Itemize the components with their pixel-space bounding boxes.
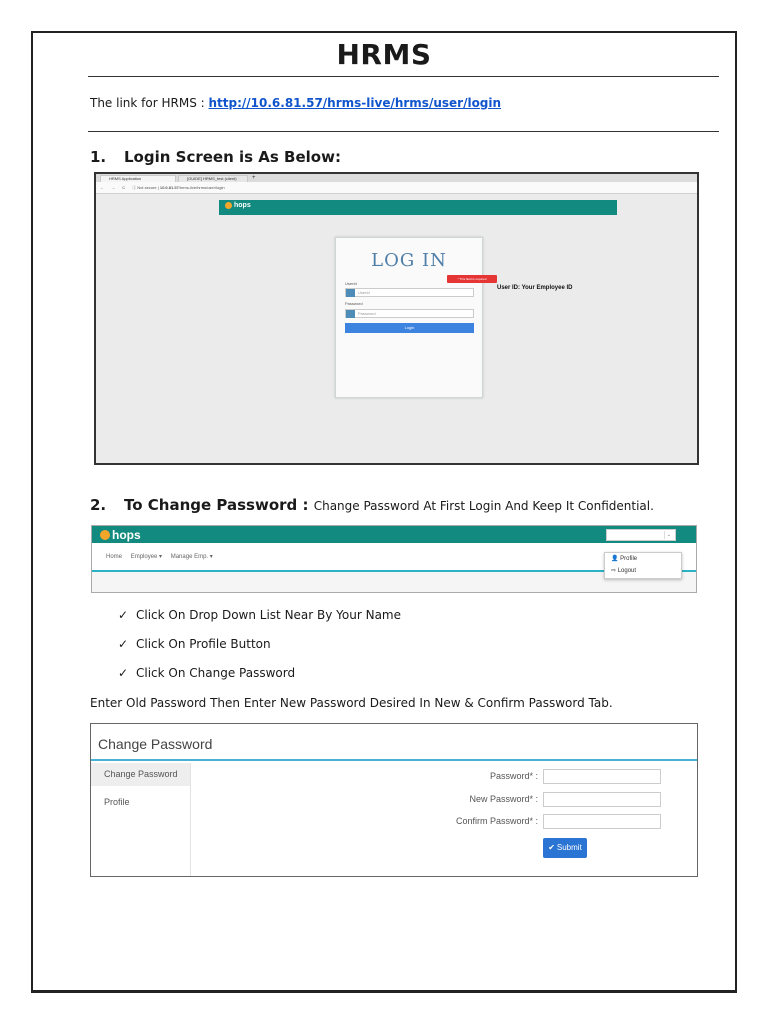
- login-panel: [335, 237, 483, 398]
- app-header-bar: [92, 526, 696, 543]
- new-password-row: [411, 792, 661, 807]
- new-password-label: New Password* :: [469, 794, 538, 804]
- brand-name: hops: [112, 528, 141, 542]
- userid-note: User ID: Your Employee ID: [497, 285, 573, 291]
- steps-list: [118, 601, 401, 688]
- dropdown-logout[interactable]: ⇨ Logout: [611, 568, 637, 574]
- login-title: LOG IN: [371, 250, 447, 271]
- user-icon: [346, 289, 355, 297]
- step-item: [118, 659, 401, 688]
- browser-tab-hrms[interactable]: HRMS Application: [100, 175, 176, 182]
- confirm-password-input[interactable]: [543, 814, 661, 829]
- user-dropdown-menu: [604, 552, 682, 579]
- title-divider: [88, 76, 719, 77]
- checkmark-icon: ✓: [118, 666, 129, 680]
- section-2-title: To Change Password :: [124, 496, 309, 514]
- link-divider: [88, 131, 719, 132]
- confirm-password-row: [411, 814, 661, 829]
- userid-label: UserId: [345, 281, 357, 286]
- address-path: /hrms-live/hrms/user/login: [178, 185, 225, 190]
- hrms-link-line: [90, 96, 501, 110]
- login-screenshot: [94, 172, 699, 465]
- login-button[interactable]: Login: [345, 323, 474, 333]
- step-text: Click On Profile Button: [136, 637, 271, 651]
- step-text: Click On Drop Down List Near By Your Name: [136, 608, 402, 622]
- logo-dot-icon: [100, 530, 110, 540]
- submit-label: Submit: [556, 843, 582, 852]
- new-password-input[interactable]: [543, 792, 661, 807]
- step-item: [118, 601, 401, 630]
- chevron-down-icon[interactable]: ⌄: [664, 531, 673, 539]
- section-1-number: 1.: [90, 148, 107, 166]
- address-host: 10.6.81.57: [159, 185, 179, 190]
- document-title: HRMS: [336, 38, 432, 71]
- not-secure-indicator: ⓘ Not secure |: [132, 185, 159, 190]
- browser-tab-guide[interactable]: [GUIDE] HRMS_test (client): [178, 175, 248, 182]
- password-placeholder: Password: [358, 311, 376, 316]
- browser-tab-strip: [96, 174, 697, 182]
- hrms-login-link[interactable]: http://10.6.81.57/hrms-live/hrms/user/login: [208, 96, 502, 110]
- section-2-subtitle: Change Password At First Login And Keep It Confidential.: [313, 499, 654, 513]
- brand-name: hops: [234, 202, 251, 209]
- change-password-screenshot: [90, 723, 698, 877]
- password-label: Password: [345, 301, 363, 306]
- link-prefix: The link for HRMS :: [90, 96, 209, 110]
- section-1-heading: [90, 148, 341, 166]
- menu-employee[interactable]: Employee ▾: [130, 554, 163, 560]
- sidebar-item-profile[interactable]: Profile: [104, 797, 130, 807]
- browser-nav-icons[interactable]: ← → C: [100, 185, 129, 190]
- step-item: [118, 630, 401, 659]
- section-2-heading: [90, 496, 654, 514]
- submit-button[interactable]: [543, 838, 587, 858]
- change-password-sidebar: [91, 763, 191, 877]
- userid-placeholder: UserId: [358, 290, 370, 295]
- checkmark-icon: ✓: [118, 608, 129, 622]
- password-input[interactable]: [345, 309, 474, 318]
- old-password-input[interactable]: [543, 769, 661, 784]
- hops-logo: [225, 202, 251, 209]
- new-tab-icon[interactable]: +: [252, 175, 256, 181]
- app-header-bar: [219, 200, 617, 215]
- browser-address-bar[interactable]: [96, 182, 697, 194]
- section-2-number: 2.: [90, 496, 107, 514]
- hops-logo: [100, 528, 141, 542]
- section-1-title: Login Screen is As Below:: [124, 148, 341, 166]
- user-dropdown[interactable]: [606, 529, 676, 541]
- old-password-label: Password* :: [489, 771, 538, 781]
- confirm-password-label: Confirm Password* :: [455, 816, 538, 826]
- check-icon: ✔: [548, 843, 555, 852]
- change-password-header: Change Password: [91, 724, 697, 761]
- dropdown-profile[interactable]: 👤 Profile: [611, 556, 638, 562]
- sidebar-item-change-password[interactable]: Change Password: [91, 763, 190, 786]
- menu-manage-emp[interactable]: Manage Emp. ▾: [170, 554, 213, 560]
- userid-input[interactable]: [345, 288, 474, 297]
- menu-home[interactable]: Home: [106, 554, 123, 560]
- checkmark-icon: ✓: [118, 637, 129, 651]
- navbar-screenshot: [91, 525, 697, 593]
- password-instruction: Enter Old Password Then Enter New Password Desired In New & Confirm Password Tab.: [90, 696, 613, 710]
- step-text: Click On Change Password: [136, 666, 296, 680]
- required-error-tooltip: * This field is required: [447, 275, 497, 283]
- old-password-row: [411, 769, 661, 784]
- logo-dot-icon: [225, 202, 232, 209]
- lock-icon: [346, 310, 355, 318]
